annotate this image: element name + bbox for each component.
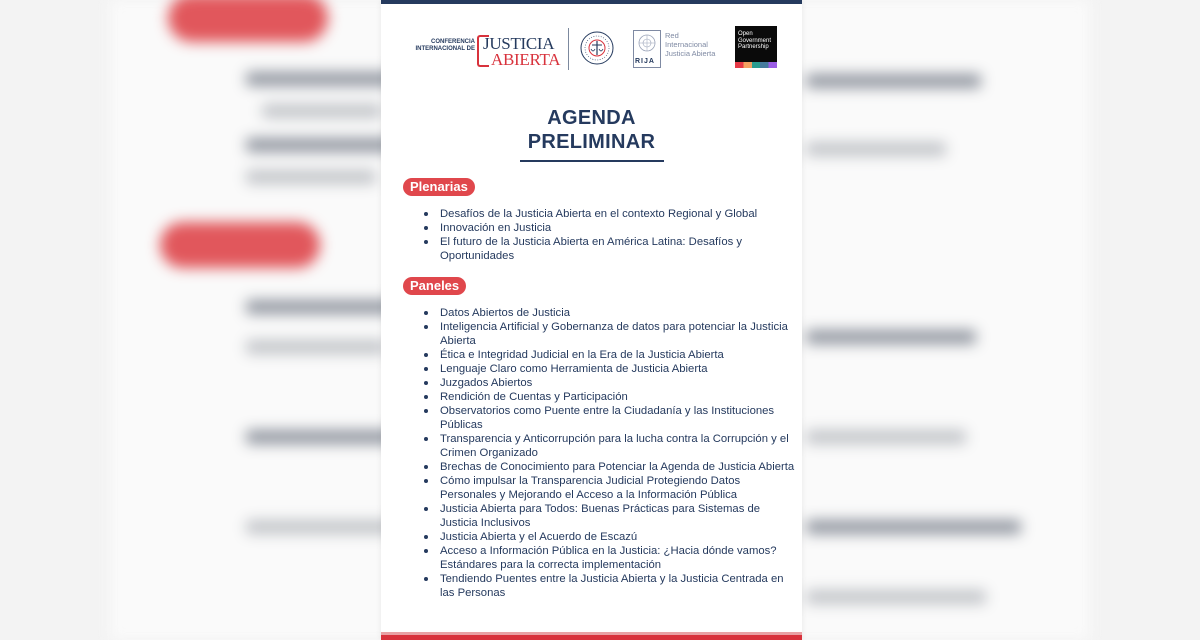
rija-logo — [633, 30, 733, 70]
list-item: Justicia Abierta y el Acuerdo de Escazú — [403, 530, 798, 544]
list-item: El futuro de la Justicia Abierta en América Latina: Desafíos y Oportunidades — [403, 235, 798, 263]
background-text-line — [806, 74, 981, 88]
list-item: Juzgados Abiertos — [403, 376, 798, 390]
ogp-color-strip — [735, 62, 777, 68]
title-underline — [520, 160, 664, 162]
list-item: Cómo impulsar la Transparencia Judicial Protegiendo Datos Personales y Mejorando el Acceso a la Información Pública — [403, 474, 798, 502]
background-text-line — [246, 170, 376, 184]
paneles-list — [403, 306, 798, 600]
background-text-line — [806, 430, 966, 444]
list-item: Lenguaje Claro como Herramienta de Justicia Abierta — [403, 362, 798, 376]
section-label-plenarias: Plenarias — [403, 178, 475, 196]
list-item: Datos Abiertos de Justicia — [403, 306, 798, 320]
rija-abbreviation: RIJA — [635, 58, 655, 65]
background-text-line — [806, 520, 1021, 534]
list-item: Transparencia y Anticorrupción para la lucha contra la Corrupción y el Crimen Organizado — [403, 432, 798, 460]
network-icon — [634, 31, 660, 55]
page-title-line-2: PRELIMINAR — [527, 131, 656, 153]
court-seal-icon — [579, 30, 615, 66]
list-item: Innovación en Justicia — [403, 221, 798, 235]
conference-logo-word-2: ABIERTA — [491, 50, 561, 69]
background-text-line — [806, 330, 976, 344]
page-title-line-1: AGENDA — [547, 107, 636, 129]
logo-divider — [568, 28, 569, 70]
rija-logo-mark — [633, 30, 661, 68]
list-item: Justicia Abierta para Todos: Buenas Prácticas para Sistemas de Justicia Inclusivos — [403, 502, 798, 530]
background-text-line — [246, 340, 386, 354]
list-item: Tendiendo Puentes entre la Justicia Abierta y la Justicia Centrada en las Personas — [403, 572, 798, 600]
background-pill — [168, 0, 328, 42]
plenarias-list — [403, 207, 798, 263]
list-item: Ética e Integridad Judicial en la Era de la Justicia Abierta — [403, 348, 798, 362]
background-text-line — [806, 142, 946, 156]
list-item: Brechas de Conocimiento para Potenciar la Agenda de Justicia Abierta — [403, 460, 798, 474]
background-text-line — [246, 430, 396, 444]
rija-name: Red Internacional Justicia Abierta — [665, 31, 716, 58]
ogp-logo — [735, 26, 777, 68]
conference-logo-caption: CONFERENCIA INTERNACIONAL DE — [415, 39, 475, 52]
top-band — [381, 0, 802, 4]
bottom-band — [381, 635, 802, 640]
conference-logo-word-1: JUSTICIA — [483, 34, 555, 53]
list-item: Inteligencia Artificial y Gobernanza de datos para potenciar la Justicia Abierta — [403, 320, 798, 348]
background-pill — [160, 222, 320, 268]
list-item: Rendición de Cuentas y Participación — [403, 390, 798, 404]
background-text-line — [806, 590, 986, 604]
list-item: Desafíos de la Justicia Abierta en el contexto Regional y Global — [403, 207, 798, 221]
logo-row — [399, 26, 789, 72]
background-text-line — [262, 104, 382, 118]
list-item: Acceso a Información Pública en la Justicia: ¿Hacia dónde vamos? Estándares para la correcta implementación — [403, 544, 798, 572]
list-item: Observatorios como Puente entre la Ciudadanía y las Instituciones Públicas — [403, 404, 798, 432]
conference-logo — [403, 32, 559, 68]
ogp-name: Open Government Partnership — [738, 31, 772, 51]
section-label-paneles: Paneles — [403, 277, 466, 295]
agenda-document — [381, 0, 802, 640]
